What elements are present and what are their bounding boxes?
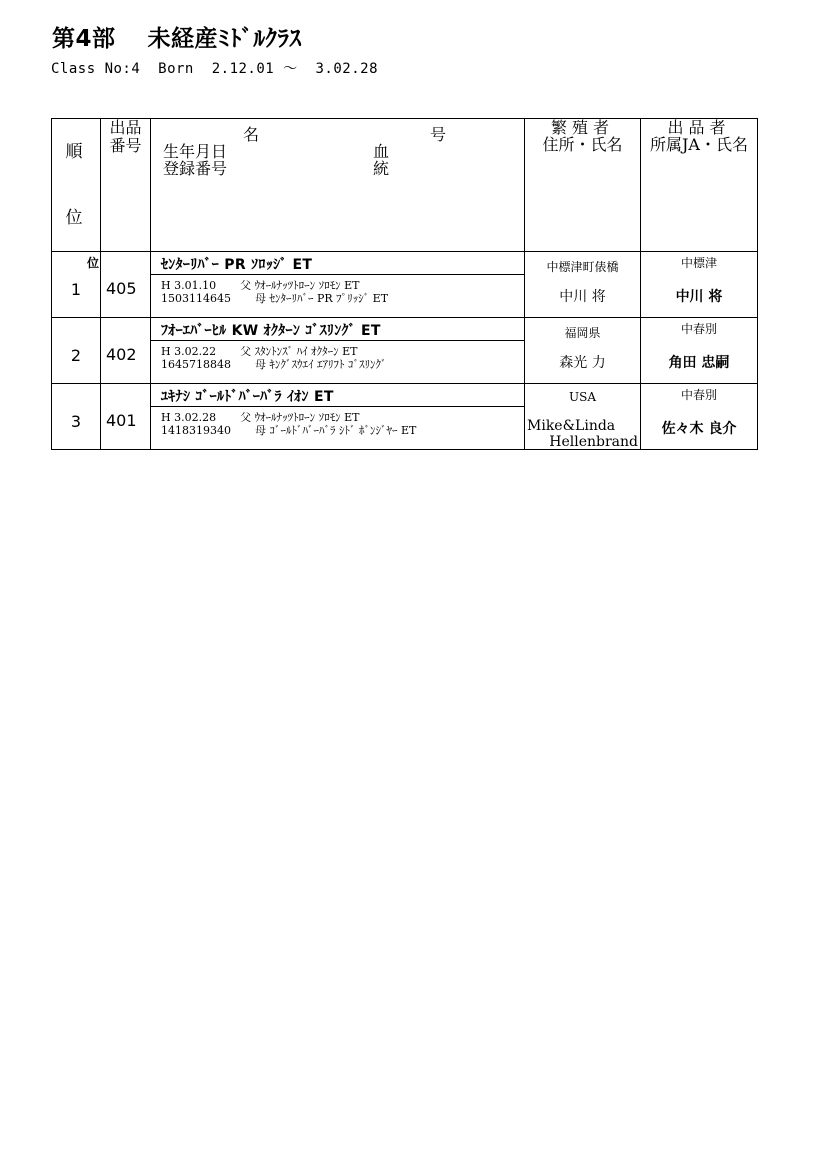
breeder-area: 福岡県 xyxy=(564,326,601,340)
header-reg: 登録番号 xyxy=(163,159,228,178)
dam: 母 ｾﾝﾀｰﾘﾊﾞｰ PR ﾌﾟﾘｯｼﾞ ET xyxy=(255,292,389,305)
cow-name: ﾌｵｰｴﾊﾞｰﾋﾙ KW ｵｸﾀｰﾝ ｺﾞｽﾘﾝｸﾞ ET xyxy=(161,323,381,339)
entry-no: 402 xyxy=(106,345,137,364)
header-blood-1: 血 xyxy=(373,142,390,161)
dam: 母 ｷﾝｸﾞｽｳｴｲ ｴｱﾘﾌﾄ ｺﾞｽﾘﾝｸﾞ xyxy=(255,358,387,371)
table-row xyxy=(52,252,758,318)
exhibitor-ja: 中春別 xyxy=(680,322,717,336)
table-row xyxy=(52,384,758,450)
exhibitor-cell xyxy=(641,252,758,318)
exhibitor-name: 佐々木 良介 xyxy=(661,421,737,437)
header-breeder xyxy=(525,119,641,252)
sire: 父 ｳｵｰﾙﾅｯﾂﾄﾛｰﾝ ｿﾛﾓﾝ ET xyxy=(240,279,360,292)
reg-number: 1503114645 xyxy=(161,292,231,305)
header-rank: 順 位 xyxy=(52,119,101,252)
breeder-area: 中標津町俵橋 xyxy=(546,260,619,274)
breeder-name: 森光 力 xyxy=(559,355,606,371)
header-exhibitor-line1: 出品者 xyxy=(667,118,731,137)
rank-value: 3 xyxy=(70,412,82,431)
header-birth: 生年月日 xyxy=(163,142,228,161)
header-name-char2: 号 xyxy=(430,125,447,144)
breeder-area: USA xyxy=(569,390,596,404)
name-cell xyxy=(151,384,525,450)
header-entry-no-line1: 出品 xyxy=(109,118,142,137)
entry-no-cell xyxy=(101,318,151,384)
class-info: Class No:4 Born 2.12.01 ～ 3.02.28 xyxy=(51,61,379,77)
rank-cell xyxy=(52,384,101,450)
header-entry-no xyxy=(101,119,151,252)
table-header-row xyxy=(52,119,758,252)
name-divider xyxy=(151,406,524,407)
breeder-cell xyxy=(525,318,641,384)
header-blood-2: 統 xyxy=(373,159,390,178)
header-name xyxy=(151,119,525,252)
sire: 父 ｽﾀﾝﾄﾝｽﾞ ﾊｲ ｵｸﾀｰﾝ ET xyxy=(240,345,358,358)
name-cell xyxy=(151,252,525,318)
entry-table xyxy=(51,118,758,450)
header-breeder-line1: 繁殖者 xyxy=(550,118,614,137)
header-entry-no-line2: 番号 xyxy=(109,136,142,155)
entry-no: 405 xyxy=(106,279,137,298)
breeder-cell xyxy=(525,252,641,318)
rank-value: 1 xyxy=(70,280,82,299)
rank-cell xyxy=(52,318,101,384)
sire: 父 ｳｵｰﾙﾅｯﾂﾄﾛｰﾝ ｿﾛﾓﾝ ET xyxy=(240,411,360,424)
table-row xyxy=(52,318,758,384)
header-exhibitor-line2: 所属JA・氏名 xyxy=(650,135,748,154)
rank-cell xyxy=(52,252,101,318)
header-exhibitor xyxy=(641,119,758,252)
exhibitor-ja: 中春別 xyxy=(680,388,717,402)
exhibitor-cell xyxy=(641,318,758,384)
breeder-name-line2: Hellenbrand xyxy=(549,434,638,450)
breeder-cell xyxy=(525,384,641,450)
birth-date: H 3.02.28 xyxy=(161,411,217,424)
entry-no-cell xyxy=(101,384,151,450)
entry-no-cell xyxy=(101,252,151,318)
reg-number: 1418319340 xyxy=(161,424,231,437)
header-name-char1: 名 xyxy=(243,125,260,144)
header-breeder-line2: 住所・氏名 xyxy=(542,135,623,154)
cow-name: ﾕｷﾅｼ ｺﾞｰﾙﾄﾞﾊﾞｰﾊﾞﾗ ｲｵﾝ ET xyxy=(161,389,334,405)
exhibitor-cell xyxy=(641,384,758,450)
breeder-name-line1: Mike&Linda xyxy=(527,418,616,434)
name-divider xyxy=(151,274,524,275)
dam: 母 ｺﾞｰﾙﾄﾞﾊﾞｰﾊﾞﾗ ｼﾄﾞ ﾎﾞﾝｼﾞﾔｰ ET xyxy=(255,424,417,437)
exhibitor-name: 中川 将 xyxy=(675,289,723,305)
breeder-name: 中川 将 xyxy=(559,289,606,305)
cow-name: ｾﾝﾀｰﾘﾊﾞｰ PR ｿﾛｯｼﾞ ET xyxy=(161,257,313,273)
entry-no: 401 xyxy=(106,411,137,430)
exhibitor-ja: 中標津 xyxy=(680,256,717,270)
birth-date: H 3.01.10 xyxy=(161,279,217,292)
exhibitor-name: 角田 忠嗣 xyxy=(668,355,730,371)
birth-date: H 3.02.22 xyxy=(161,345,217,358)
rank-label: 位 xyxy=(87,256,100,270)
reg-number: 1645718848 xyxy=(161,358,231,371)
name-divider xyxy=(151,340,524,341)
rank-value: 2 xyxy=(70,346,82,365)
page-title: 第4部 未経産ﾐﾄﾞﾙｸﾗｽ xyxy=(52,26,302,52)
name-cell xyxy=(151,318,525,384)
